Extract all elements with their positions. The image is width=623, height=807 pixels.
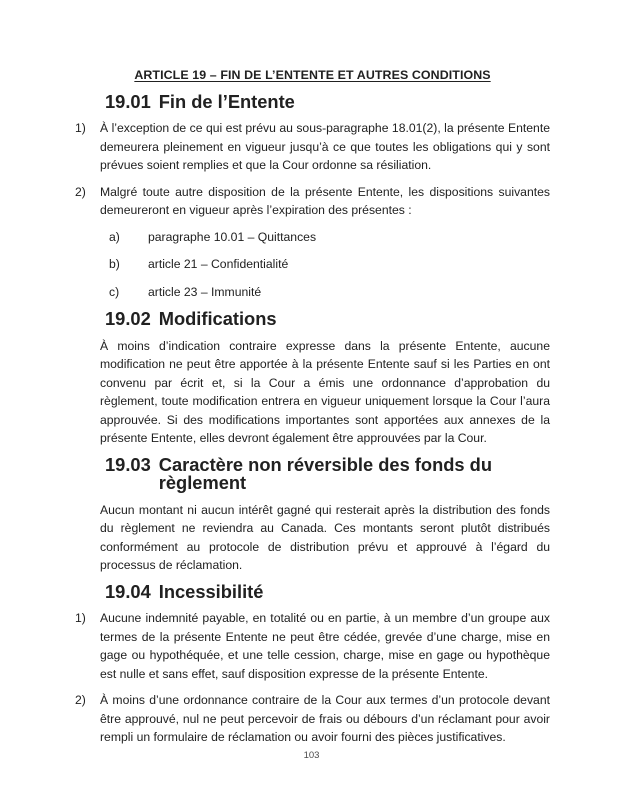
list-marker: 1) xyxy=(75,121,86,135)
section-19-01 xyxy=(75,90,550,302)
section-heading xyxy=(105,90,550,112)
section-title: Modifications xyxy=(158,308,277,329)
numbered-paragraph xyxy=(75,183,550,220)
section-title: Fin de l’Entente xyxy=(158,90,295,112)
section-heading xyxy=(105,580,550,602)
list-item-text: article 21 – Confidentialité xyxy=(148,257,289,271)
section-title: Incessibilité xyxy=(158,580,264,602)
list-marker: 1) xyxy=(75,611,86,625)
section-heading xyxy=(105,453,550,493)
list-marker: 2) xyxy=(75,693,86,707)
section-number: 19.01 xyxy=(105,90,151,112)
list-marker: 2) xyxy=(75,184,86,199)
list-marker: c) xyxy=(109,284,120,299)
lettered-list-item xyxy=(109,255,550,274)
list-marker: a) xyxy=(109,229,120,244)
body-paragraph: Aucun montant ni aucun intérêt gagné qui resterait après la distribution des fonds du règlement ne reviendra au Canada. Ces montants seront plutôt distribués conformément au protocole de distribution prévu et approuvé à l’égard du processus de réclamation. xyxy=(100,502,550,572)
section-title: Caractère non réversible des fonds du règlement xyxy=(158,453,492,493)
list-item-text: article 23 – Immunité xyxy=(148,284,262,299)
numbered-paragraph xyxy=(75,691,550,747)
list-item-text: paragraphe 10.01 – Quittances xyxy=(148,229,317,244)
paragraph-text: À l’exception de ce qui est prévu au sous-paragraphe 18.01(2), la présente Entente demeurera pleinement en vigueur jusqu’à ce que toutes les obligations qui y sont prévues soient remplies et que la Cour ordonne sa résiliation. xyxy=(100,121,550,172)
lettered-list-item xyxy=(109,283,550,302)
article-title: ARTICLE 19 – FIN DE L’ENTENTE ET AUTRES CONDITIONS xyxy=(134,68,491,82)
paragraph-text: À moins d’une ordonnance contraire de la Cour aux termes d’un protocole devant être approuvé, nul ne peut percevoir de frais ou débours d’un réclamant pour avoir rempli un formulaire de réclamation ou avoir fourni des pièces justificatives. xyxy=(100,693,550,744)
paragraph-text: Aucune indemnité payable, en totalité ou en partie, à un membre d’un groupe aux termes de la présente Entente ne peut être cédée, grevée d’une charge, mise en gage ou hypothéquée, et une telle cession, charge, mise en gage ou hypothèque est nulle et sans effet, sauf disposition expresse de la présente Entente. xyxy=(100,611,550,681)
page-number: 103 xyxy=(303,749,320,761)
section-19-02 xyxy=(75,310,550,448)
lettered-list-item xyxy=(109,228,550,247)
numbered-paragraph xyxy=(75,609,550,683)
section-19-04 xyxy=(75,580,550,747)
section-number: 19.02 xyxy=(105,308,151,329)
section-heading xyxy=(105,310,550,329)
numbered-paragraph xyxy=(75,119,550,175)
section-19-03 xyxy=(75,453,550,575)
paragraph-text: Malgré toute autre disposition de la présente Entente, les dispositions suivantes demeureront en vigueur après l’expiration des présentes : xyxy=(100,184,550,217)
body-paragraph: À moins d’indication contraire expresse dans la présente Entente, aucune modification ne peut être apportée à la présente Entente sauf si les Parties en ont convenu par écrit et, si la Cour a émis une ordonnance d’approbation du règlement, toute modification entrera en vigueur uniquement lorsque la Cour l’aura approuvée. Si des modifications importantes sont apportées aux annexes de la présente Entente, elles devront également être approuvées par la Cour. xyxy=(100,338,550,445)
list-marker: b) xyxy=(109,257,120,271)
section-number: 19.04 xyxy=(105,580,151,602)
section-number: 19.03 xyxy=(105,453,151,475)
